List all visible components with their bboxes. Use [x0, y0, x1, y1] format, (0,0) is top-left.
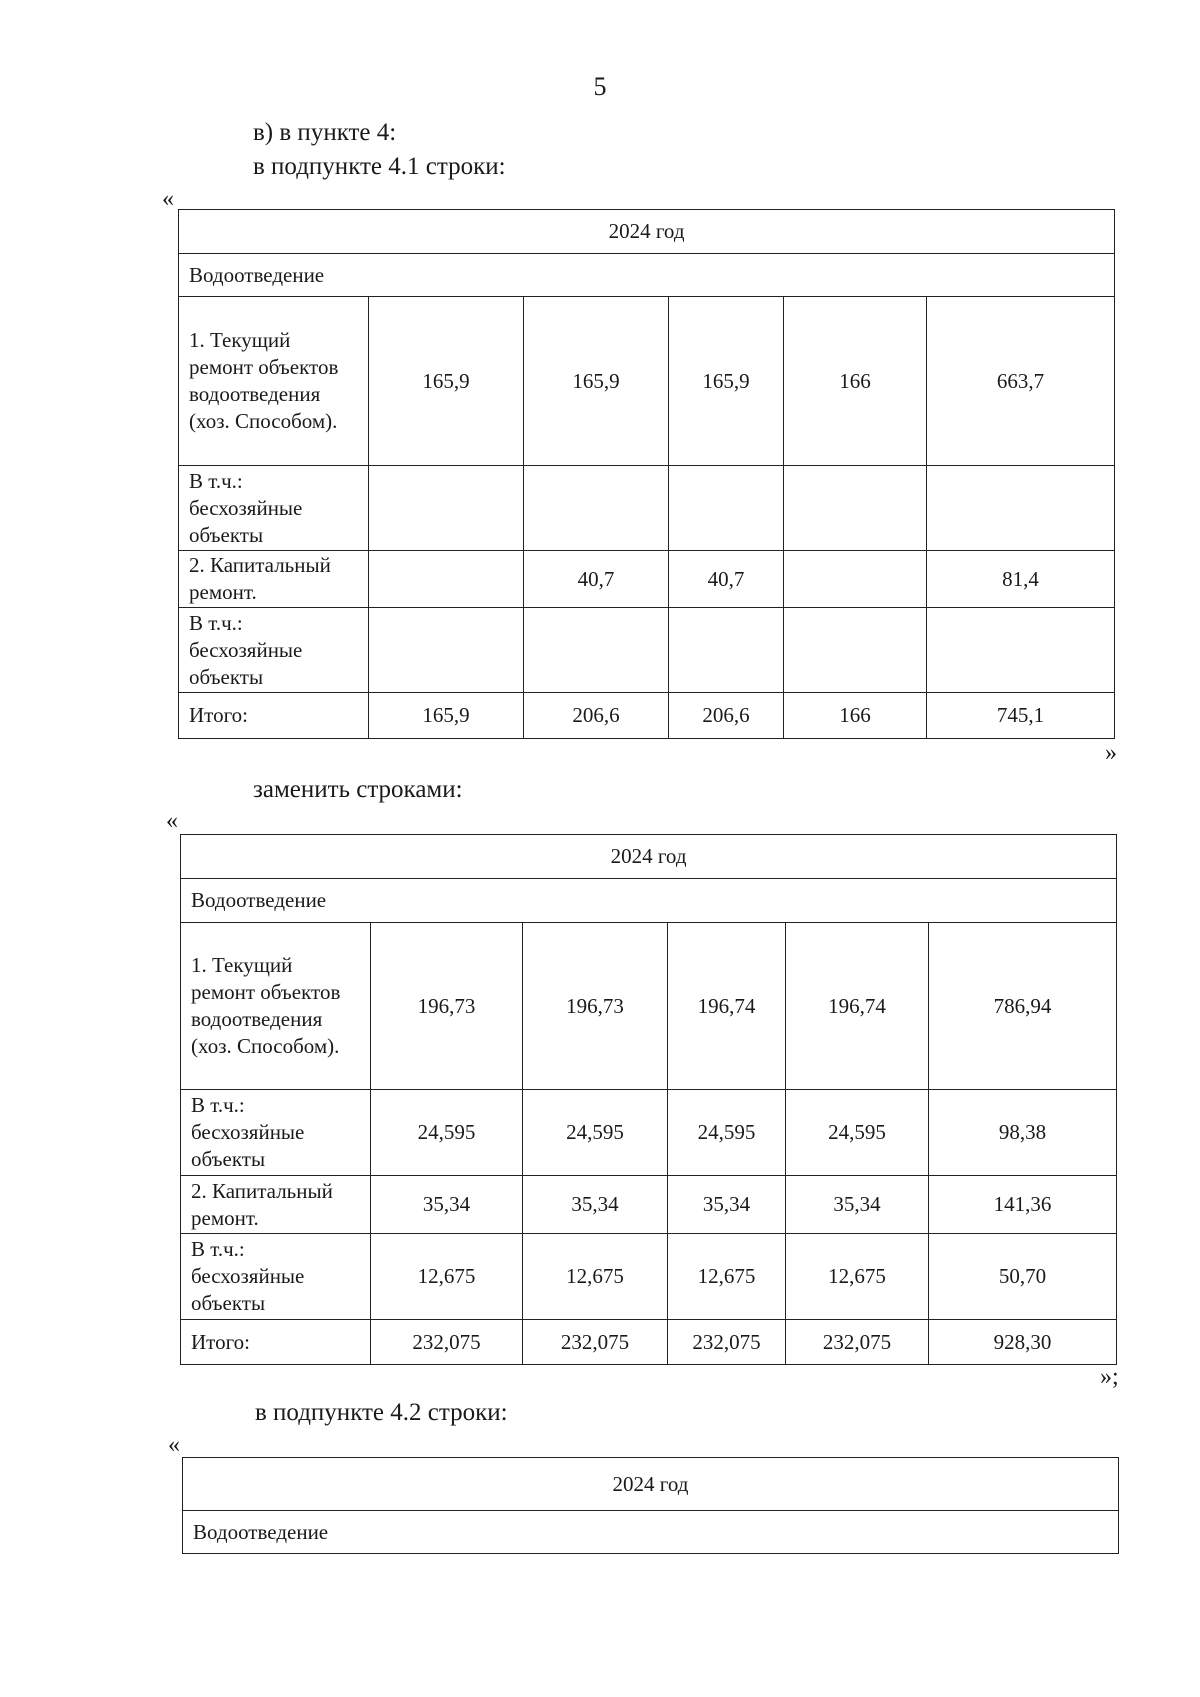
- table-row: [181, 1234, 1117, 1320]
- cell-total: 745,1: [927, 693, 1115, 739]
- year-header: 2024 год: [181, 835, 1117, 879]
- cell-value: [784, 551, 927, 608]
- cell-value: [669, 466, 784, 551]
- table-row: [181, 1090, 1117, 1176]
- row-label: 1. Текущий ремонт объектов водоотведения (хоз. Способом).: [181, 923, 371, 1090]
- cell-value: [369, 551, 524, 608]
- table-row: [181, 923, 1117, 1090]
- cell-total: 786,94: [929, 923, 1117, 1090]
- year-header: 2024 год: [183, 1458, 1119, 1511]
- cell-total: 928,30: [929, 1320, 1117, 1365]
- intro-line-2: в подпункте 4.1 строки:: [253, 153, 506, 180]
- cell-value: 40,7: [669, 551, 784, 608]
- table-row: [181, 1176, 1117, 1234]
- cell-value: 166: [784, 297, 927, 466]
- intro-line-1: в) в пункте 4:: [253, 119, 397, 146]
- cell-value: 12,675: [523, 1234, 668, 1320]
- opening-quote-1: «: [162, 186, 174, 212]
- cell-value: 24,595: [668, 1090, 786, 1176]
- cell-value: [369, 466, 524, 551]
- cell-value: 232,075: [786, 1320, 929, 1365]
- cell-value: 35,34: [523, 1176, 668, 1234]
- cell-value: [524, 608, 669, 693]
- cell-value: [669, 608, 784, 693]
- replace-text: заменить строками:: [253, 776, 463, 803]
- closing-quote-2: »;: [1100, 1364, 1119, 1390]
- table-42: [182, 1457, 1119, 1554]
- table-row: [179, 297, 1115, 466]
- cell-value: 24,595: [371, 1090, 523, 1176]
- cell-value: 196,74: [668, 923, 786, 1090]
- subpoint-42-text: в подпункте 4.2 строки:: [255, 1399, 508, 1426]
- cell-value: 165,9: [524, 297, 669, 466]
- cell-value: 165,9: [369, 297, 524, 466]
- row-label: В т.ч.: бесхозяйные объекты: [181, 1090, 371, 1176]
- table-new: [180, 834, 1117, 1365]
- table-row: [179, 608, 1115, 693]
- cell-total: 141,36: [929, 1176, 1117, 1234]
- section-header: Водоотведение: [181, 879, 1117, 923]
- cell-value: [524, 466, 669, 551]
- cell-total: 98,38: [929, 1090, 1117, 1176]
- row-label: 2. Капитальный ремонт.: [181, 1176, 371, 1234]
- cell-value: 35,34: [786, 1176, 929, 1234]
- cell-value: 196,74: [786, 923, 929, 1090]
- row-label: В т.ч.: бесхозяйные объекты: [179, 466, 369, 551]
- cell-value: 232,075: [371, 1320, 523, 1365]
- cell-total: [927, 608, 1115, 693]
- cell-total: 81,4: [927, 551, 1115, 608]
- cell-value: 40,7: [524, 551, 669, 608]
- cell-value: 165,9: [669, 297, 784, 466]
- opening-quote-2: «: [166, 808, 178, 834]
- cell-value: 24,595: [786, 1090, 929, 1176]
- row-label: 2. Капитальный ремонт.: [179, 551, 369, 608]
- row-label: В т.ч.: бесхозяйные объекты: [181, 1234, 371, 1320]
- table-row: [179, 693, 1115, 739]
- table-old: [178, 209, 1115, 739]
- year-header: 2024 год: [179, 210, 1115, 254]
- table-row: [179, 466, 1115, 551]
- cell-value: 196,73: [523, 923, 668, 1090]
- row-label: В т.ч.: бесхозяйные объекты: [179, 608, 369, 693]
- row-label: Итого:: [181, 1320, 371, 1365]
- cell-value: 12,675: [668, 1234, 786, 1320]
- cell-value: 206,6: [669, 693, 784, 739]
- cell-value: [369, 608, 524, 693]
- table-row: [181, 1320, 1117, 1365]
- cell-value: 232,075: [668, 1320, 786, 1365]
- row-label: Итого:: [179, 693, 369, 739]
- cell-value: 24,595: [523, 1090, 668, 1176]
- cell-value: 12,675: [371, 1234, 523, 1320]
- row-label: 1. Текущий ремонт объектов водоотведения (хоз. Способом).: [179, 297, 369, 466]
- cell-value: [784, 466, 927, 551]
- cell-value: 166: [784, 693, 927, 739]
- cell-total: 50,70: [929, 1234, 1117, 1320]
- cell-value: 12,675: [786, 1234, 929, 1320]
- cell-value: 196,73: [371, 923, 523, 1090]
- cell-value: 35,34: [668, 1176, 786, 1234]
- opening-quote-3: «: [168, 1432, 180, 1458]
- section-header: Водоотведение: [179, 254, 1115, 297]
- cell-value: 165,9: [369, 693, 524, 739]
- closing-quote-1: »: [1105, 740, 1117, 766]
- cell-value: 35,34: [371, 1176, 523, 1234]
- cell-value: 206,6: [524, 693, 669, 739]
- cell-value: 232,075: [523, 1320, 668, 1365]
- cell-total: 663,7: [927, 297, 1115, 466]
- section-header: Водоотведение: [183, 1511, 1119, 1554]
- cell-total: [927, 466, 1115, 551]
- page-number: 5: [593, 72, 607, 101]
- table-row: [179, 551, 1115, 608]
- cell-value: [784, 608, 927, 693]
